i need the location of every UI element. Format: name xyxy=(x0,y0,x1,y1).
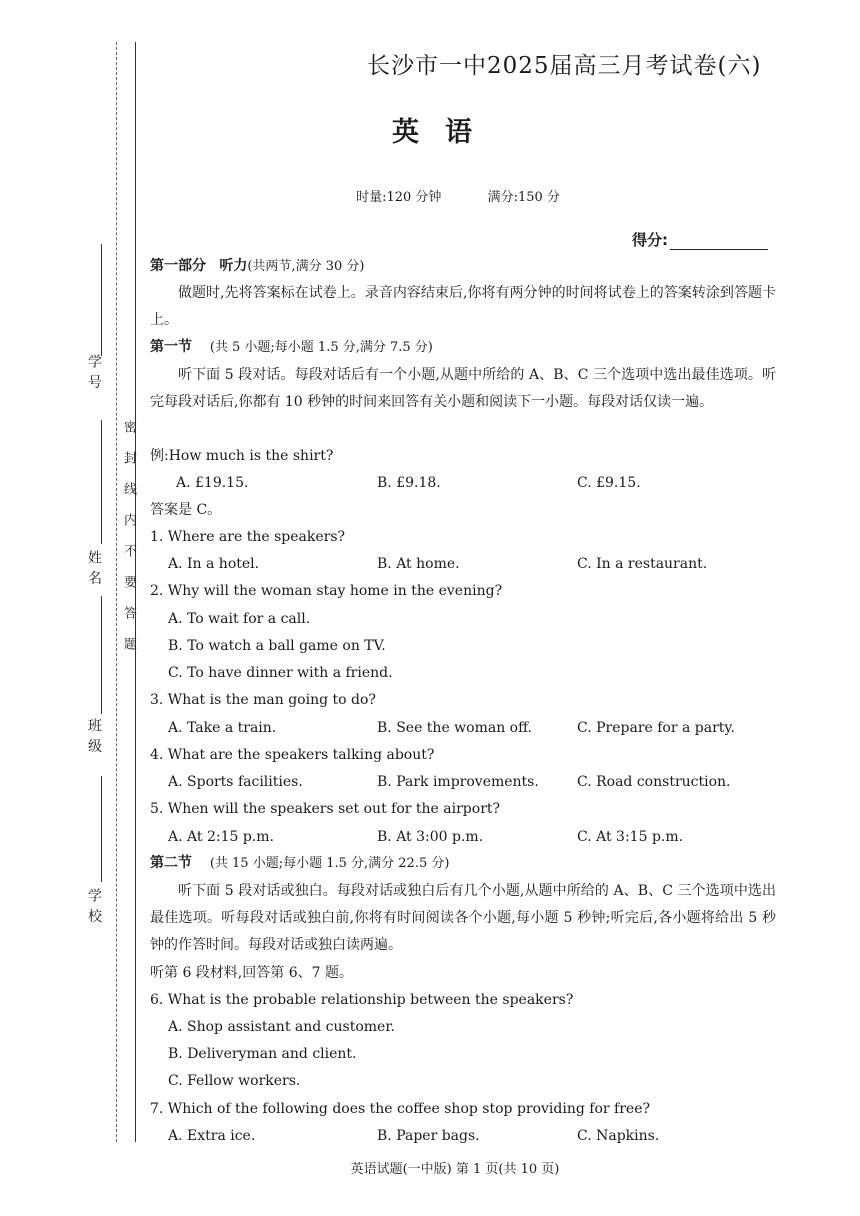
question-6: 6. What is the probable relationship between the speakers? xyxy=(150,992,574,1008)
q4-option-a[interactable]: A. Sports facilities. xyxy=(168,774,303,790)
name-field[interactable] xyxy=(101,420,102,544)
part1-note: (共两节,满分 30 分) xyxy=(247,259,365,274)
score-label: 得分: xyxy=(632,231,668,249)
class-field[interactable] xyxy=(101,596,102,714)
exam-title: 长沙市一中2025届高三月考试卷(六) xyxy=(367,53,762,79)
question-4: 4. What are the speakers talking about? xyxy=(150,747,435,763)
name-label: 姓 名 xyxy=(86,550,102,586)
example-option-a: A. £19.15. xyxy=(176,475,249,491)
q7-option-c[interactable]: C. Napkins. xyxy=(577,1128,660,1144)
question-2: 2. Why will the woman stay home in the evening? xyxy=(150,583,503,599)
section1-label: 第一节 xyxy=(150,339,192,355)
section2-label: 第二节 xyxy=(150,855,192,871)
score-box xyxy=(632,229,768,250)
q3-option-a[interactable]: A. Take a train. xyxy=(168,720,277,736)
part1-heading xyxy=(150,257,364,276)
example-answer: 答案是 C。 xyxy=(150,502,222,518)
school-field[interactable] xyxy=(101,776,102,882)
seal-notice: 密封线内不要答题 xyxy=(121,420,136,668)
material-note: 听第 6 段材料,回答第 6、7 题。 xyxy=(150,965,353,981)
q7-option-b[interactable]: B. Paper bags. xyxy=(377,1128,480,1144)
q3-option-c[interactable]: C. Prepare for a party. xyxy=(577,720,735,736)
part1-instruction: 做题时,先将答案标在试卷上。录音内容结束后,你将有两分钟的时间将试卷上的答案转涂到答题卡上。 xyxy=(150,285,776,328)
part1-name: 听力 xyxy=(219,258,248,274)
q5-option-c[interactable]: C. At 3:15 p.m. xyxy=(577,829,684,845)
q2-option-c[interactable]: C. To have dinner with a friend. xyxy=(168,665,393,681)
q1-option-c[interactable]: C. In a restaurant. xyxy=(577,556,708,572)
class-label: 班 级 xyxy=(86,718,102,754)
section2-instruction: 听下面 5 段对话或独白。每段对话或独白后有几个小题,从题中所给的 A、B、C 三个选项中选出最佳选项。听每段对话或独白前,你将有时间阅读各个小题,每小题 5 秒钟;听完后,各小题将给出 5 秒钟的作答时间。每段对话或独白读两遍。 xyxy=(150,883,776,953)
question-5: 5. When will the speakers set out for the airport? xyxy=(150,801,501,817)
q6-option-b[interactable]: B. Deliveryman and client. xyxy=(168,1046,357,1062)
question-3: 3. What is the man going to do? xyxy=(150,692,376,708)
student-no-label: 学 号 xyxy=(86,354,102,390)
page-footer: 英语试题(一中版) 第 1 页(共 10 页) xyxy=(350,1162,560,1177)
part1-label: 第一部分 xyxy=(150,258,206,274)
school-label: 学 校 xyxy=(86,888,102,924)
q1-option-b[interactable]: B. At home. xyxy=(377,556,460,572)
q2-option-a[interactable]: A. To wait for a call. xyxy=(168,611,311,627)
score-blank[interactable] xyxy=(670,235,768,250)
time-info xyxy=(0,186,860,205)
example-question: 例:How much is the shirt? xyxy=(150,448,334,464)
section1-note: (共 5 小题;每小题 1.5 分,满分 7.5 分) xyxy=(209,340,433,355)
section2-heading xyxy=(150,854,449,873)
section2-note: (共 15 小题;每小题 1.5 分,满分 22.5 分) xyxy=(209,856,450,871)
q5-option-a[interactable]: A. At 2:15 p.m. xyxy=(168,829,274,845)
q4-option-c[interactable]: C. Road construction. xyxy=(577,774,731,790)
q7-option-a[interactable]: A. Extra ice. xyxy=(168,1128,256,1144)
section1-instruction: 听下面 5 段对话。每段对话后有一个小题,从题中所给的 A、B、C 三个选项中选出最佳选项。听完每段对话后,你都有 10 秒钟的时间来回答有关小题和阅读下一小题。每段对话仅读一遍。 xyxy=(150,367,776,410)
student-no-field[interactable] xyxy=(101,244,102,356)
subject-title: 英语 xyxy=(392,117,498,148)
q2-option-b[interactable]: B. To watch a ball game on TV. xyxy=(168,638,386,654)
q4-option-b[interactable]: B. Park improvements. xyxy=(377,774,539,790)
q6-option-a[interactable]: A. Shop assistant and customer. xyxy=(168,1019,395,1035)
q5-option-b[interactable]: B. At 3:00 p.m. xyxy=(377,829,484,845)
question-7: 7. Which of the following does the coffee shop stop providing for free? xyxy=(150,1101,650,1117)
full-score: 满分:150 分 xyxy=(487,190,560,205)
q3-option-b[interactable]: B. See the woman off. xyxy=(377,720,533,736)
q1-option-a[interactable]: A. In a hotel. xyxy=(168,556,260,572)
q6-option-c[interactable]: C. Fellow workers. xyxy=(168,1073,301,1089)
section1-heading xyxy=(150,338,433,357)
example-option-c: C. £9.15. xyxy=(577,475,641,491)
question-1: 1. Where are the speakers? xyxy=(150,529,346,545)
example-option-b: B. £9.18. xyxy=(377,475,441,491)
time-limit: 时量:120 分钟 xyxy=(356,190,442,205)
binding-dashed-line xyxy=(116,42,117,1142)
